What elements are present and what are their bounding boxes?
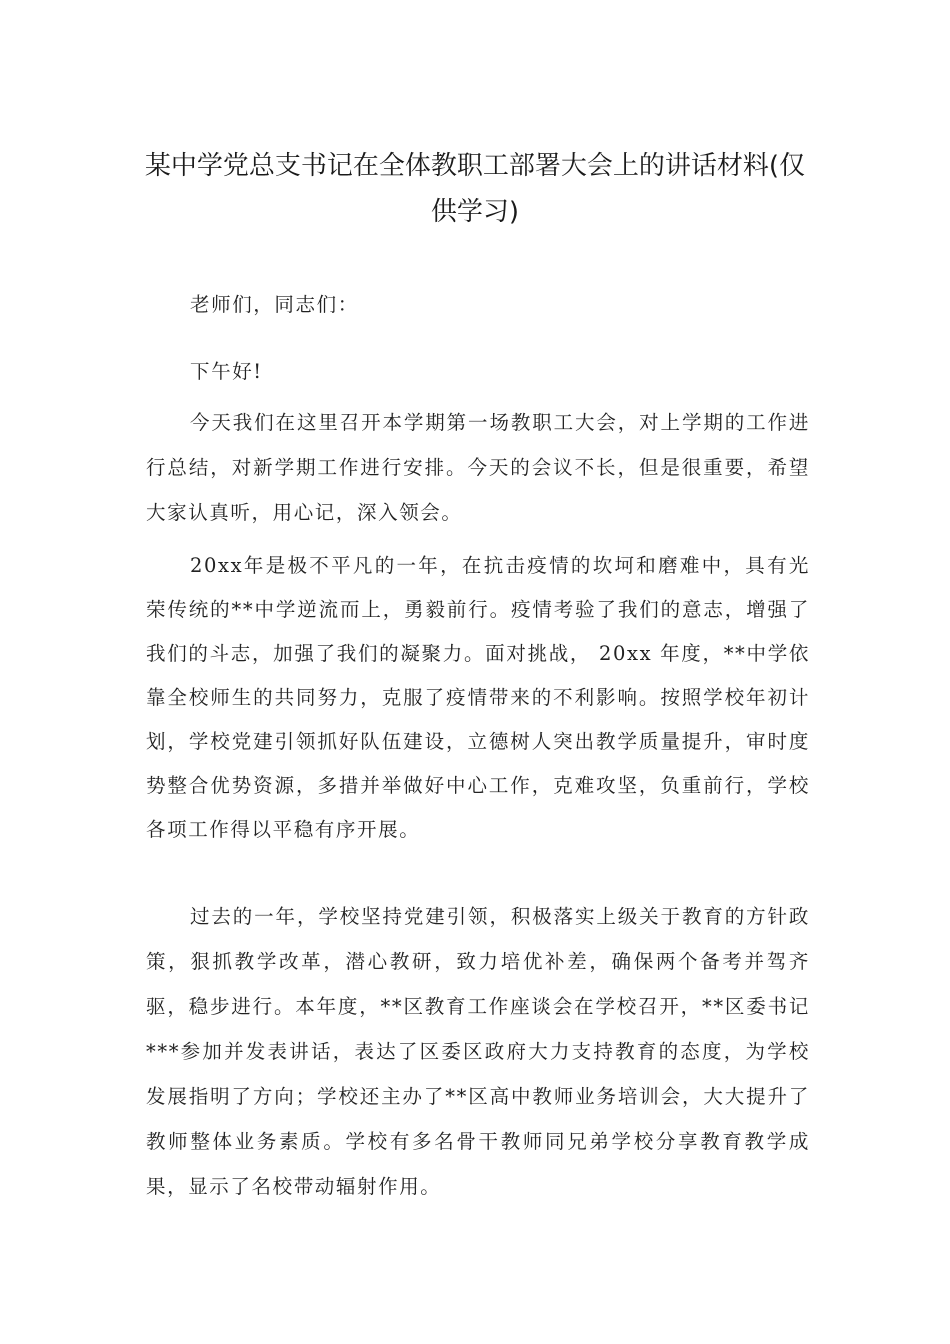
document-title: 某中学党总支书记在全体教职工部署大会上的讲话材料(仅供学习) <box>144 151 806 227</box>
salutation: 老师们，同志们： <box>190 293 359 316</box>
paragraph-year-review: 20xx年是极不平凡的一年，在抗击疫情的坎坷和磨难中，具有光荣传统的**中学逆流而上，勇毅前行。疫情考验了我们的意志，增强了我们的斗志，加强了我们的凝聚力。面对挑战， 20xx 年度，**中学依靠全校师生的共同努力，克服了疫情带来的不利影响。按照学校年初计划，学校党建引领抓好队伍建设，立德树人突出教学质量提升，审时度势整合优势资源，多措并举做好中心工作，克难攻坚，负重前行，学校各项工作得以平稳有序开展。 <box>146 554 810 841</box>
greeting: 下午好! <box>190 360 263 383</box>
paragraph-intro: 今天我们在这里召开本学期第一场教职工大会，对上学期的工作进行总结，对新学期工作进行安排。今天的会议不长，但是很重要，希望大家认真听，用心记，深入领会。 <box>146 411 810 524</box>
paragraph-past-year: 过去的一年，学校坚持党建引领，积极落实上级关于教育的方针政策，狠抓教学改革，潜心教研，致力培优补差，确保两个备考并驾齐驱，稳步进行。本年度，**区教育工作座谈会在学校召开，**区委书记***参加并发表讲话，表达了区委区政府大力支持教育的态度，为学校发展指明了方向；学校还主办了**区高中教师业务培训会，大大提升了教师整体业务素质。学校有多名骨干教师同兄弟学校分享教育教学成果，显示了名校带动辐射作用。 <box>146 905 810 1198</box>
